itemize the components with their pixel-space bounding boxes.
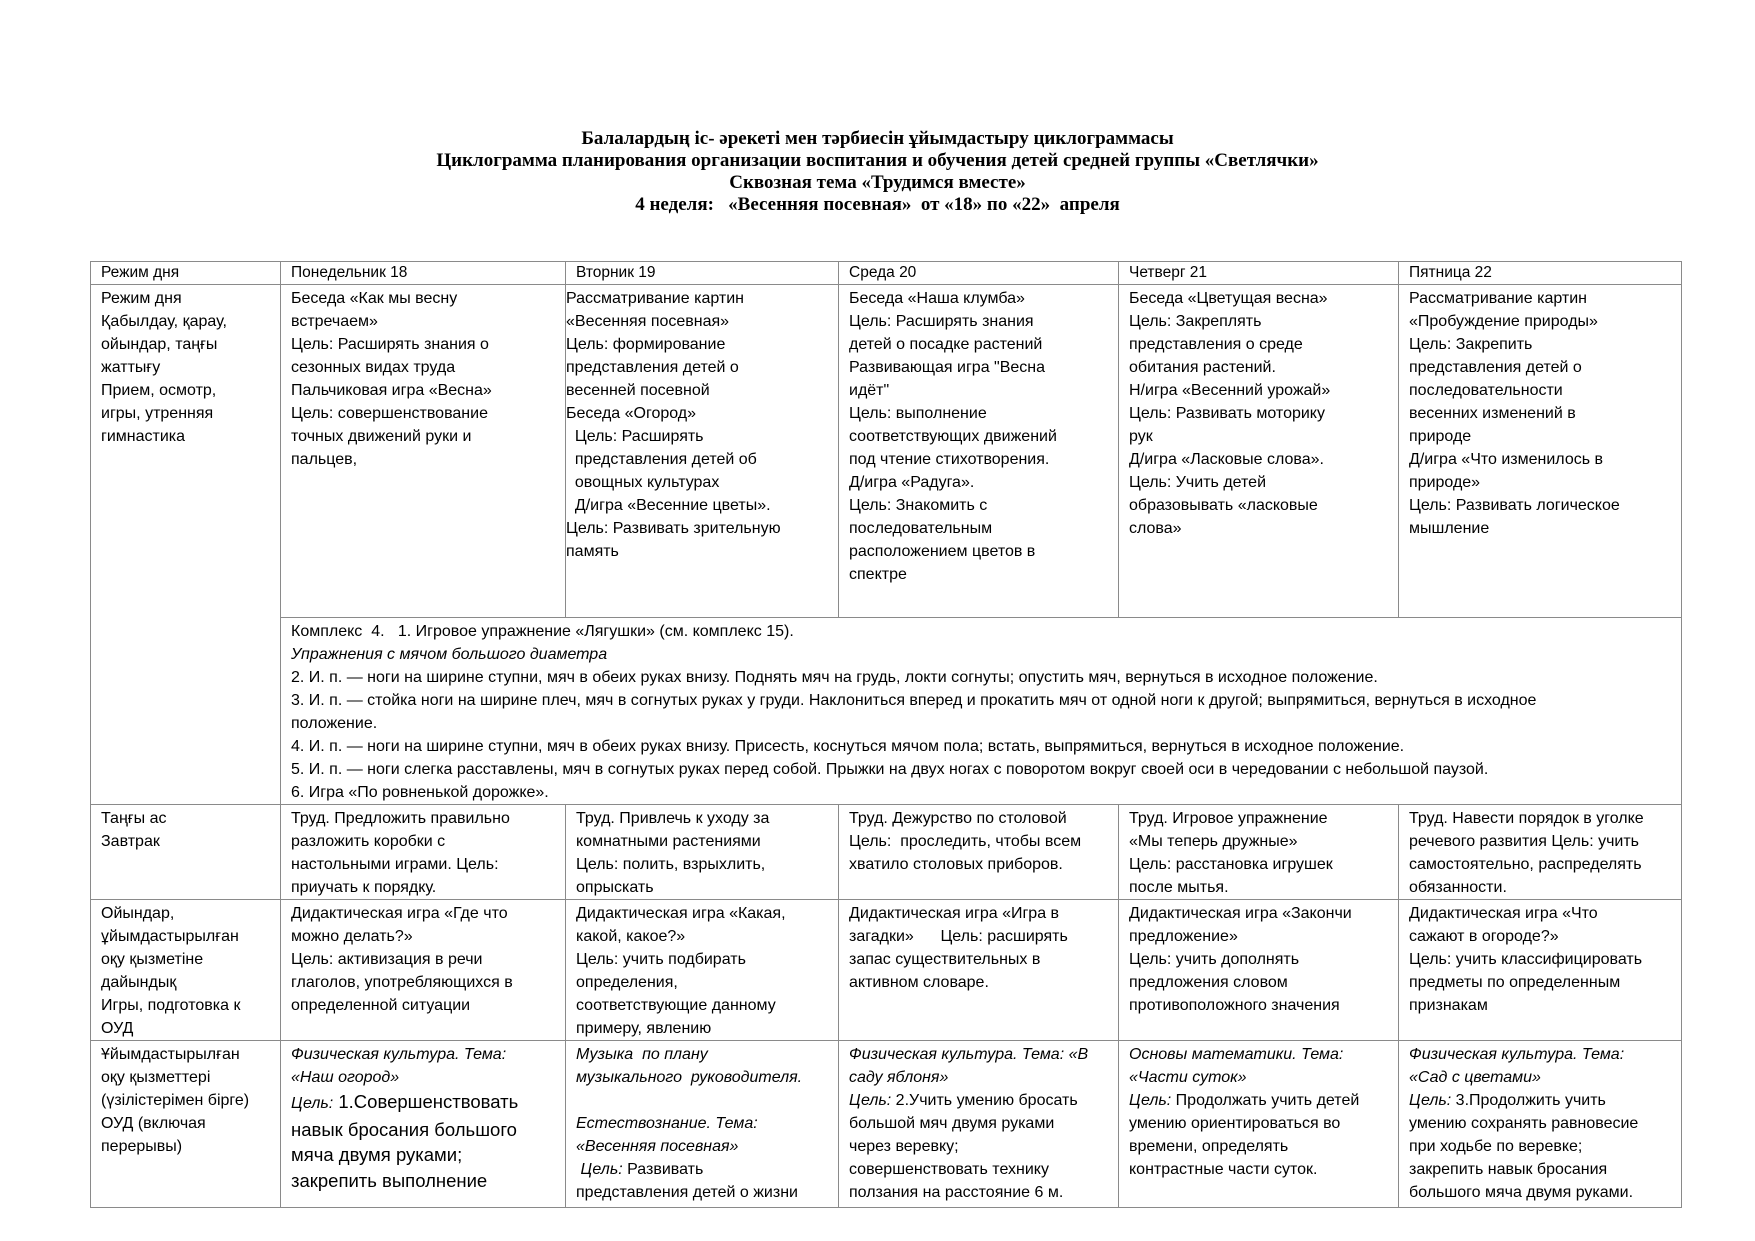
label-line: Таңғы ас bbox=[101, 810, 167, 827]
complex-line: 5. И. п. — ноги слегка расставлены, мяч в согнутых руках перед собой. Прыжки на двух ногах с поворотом вокруг своей оси в чередовании с небольшой паузой. bbox=[291, 761, 1489, 778]
goal-line: представления детей о жизни bbox=[576, 1184, 798, 1201]
goal-prefix: Цель: bbox=[849, 1092, 892, 1109]
music-note: музыкального руководителя. bbox=[576, 1069, 803, 1086]
goal-prefix: Цель: bbox=[576, 1161, 623, 1178]
cell-line: Дидактическая игра «Что bbox=[1409, 905, 1598, 922]
lesson-topic: «Весенняя посевная» bbox=[576, 1138, 739, 1155]
cell-line: мышление bbox=[1409, 520, 1490, 537]
cell-line: определения, bbox=[576, 974, 678, 991]
goal-line: закрепить навык бросания bbox=[1409, 1161, 1608, 1178]
header-cell-mode: Режим дня bbox=[91, 262, 281, 285]
cell-morning-friday bbox=[1399, 285, 1682, 618]
cell-breakfast-thursday bbox=[1119, 805, 1399, 900]
cell-line: Цель: Развивать логическое bbox=[1409, 497, 1620, 514]
cell-line: представления детей о bbox=[566, 359, 739, 376]
cell-oud-tuesday bbox=[566, 1041, 839, 1208]
goal-line: контрастные части суток. bbox=[1129, 1161, 1318, 1178]
cell-morning-tuesday bbox=[566, 285, 839, 618]
goal-line: большого мяча двумя руками. bbox=[1409, 1184, 1634, 1201]
cell-line: Цель: учить классифицировать bbox=[1409, 951, 1643, 968]
cell-line: Дидактическая игра «Закончи bbox=[1129, 905, 1352, 922]
cell-line: Дидактическая игра «Какая, bbox=[576, 905, 786, 922]
lesson-topic: Физическая культура. Тема: bbox=[291, 1046, 507, 1063]
oud-row bbox=[91, 1041, 1682, 1208]
cell-oud-monday bbox=[281, 1041, 566, 1208]
cell-line: Цель: расстановка игрушек bbox=[1129, 856, 1333, 873]
cell-line: Цель: Учить детей bbox=[1129, 474, 1266, 491]
document-title-block bbox=[0, 128, 1755, 216]
goal-line: закрепить выполнение bbox=[291, 1169, 488, 1191]
cell-line: представления детей об bbox=[566, 451, 757, 468]
cell-line: Дидактическая игра «Где что bbox=[291, 905, 508, 922]
label-line: (үзілістерімен бірге) bbox=[101, 1092, 250, 1109]
cell-line: обитания растений. bbox=[1129, 359, 1276, 376]
breakfast-row bbox=[91, 805, 1682, 900]
exercise-complex-cell bbox=[281, 618, 1682, 805]
cell-line: «Весенняя посевная» bbox=[566, 313, 730, 330]
cell-line: встречаем» bbox=[291, 313, 378, 330]
label-line: ұйымдастырылған bbox=[101, 928, 239, 945]
cell-line: речевого развития Цель: учить bbox=[1409, 833, 1640, 850]
lesson-topic: Физическая культура. Тема: bbox=[1409, 1046, 1625, 1063]
cell-oud-wednesday bbox=[839, 1041, 1119, 1208]
cell-line: Цель: Развивать зрительную bbox=[566, 520, 781, 537]
goal-prefix: Цель: bbox=[1409, 1092, 1452, 1109]
goal-line: умению ориентироваться во bbox=[1129, 1115, 1341, 1132]
cell-line: обязанности. bbox=[1409, 879, 1507, 896]
lesson-goal bbox=[576, 1158, 828, 1181]
cell-line: Рассматривание картин bbox=[566, 290, 744, 307]
morning-row bbox=[91, 285, 1682, 618]
cell-line: можно делать?» bbox=[291, 928, 413, 945]
cell-line: память bbox=[566, 543, 619, 560]
cell-line: какой, какое?» bbox=[576, 928, 686, 945]
goal-text: 2.Учить умению бросать bbox=[891, 1092, 1078, 1109]
cell-line: весенних изменений в bbox=[1409, 405, 1576, 422]
lesson-goal bbox=[291, 1089, 555, 1117]
goal-line: ползания на расстояние 6 м. bbox=[849, 1184, 1064, 1201]
cell-line: спектре bbox=[849, 566, 907, 583]
cell-line: последовательным bbox=[849, 520, 993, 537]
cell-line: Рассматривание картин bbox=[1409, 290, 1587, 307]
cell-line: под чтение стихотворения. bbox=[849, 451, 1050, 468]
cell-line: приучать к порядку. bbox=[291, 879, 437, 896]
goal-line: через веревку; bbox=[849, 1138, 959, 1155]
title-kazakh: Балалардың іс- әрекеті мен тәрбиесін ұйымдастыру циклограммасы bbox=[581, 128, 1174, 149]
lesson-topic: Естествознание. Тема: bbox=[576, 1115, 758, 1132]
cell-line: настольными играми. Цель: bbox=[291, 856, 499, 873]
label-line: Ойындар, bbox=[101, 905, 175, 922]
label-line: Завтрак bbox=[101, 833, 160, 850]
label-line: гимнастика bbox=[101, 428, 186, 445]
cell-line: Пальчиковая игра «Весна» bbox=[291, 382, 492, 399]
cell-line: расположением цветов в bbox=[849, 543, 1036, 560]
label-line: Прием, осмотр, bbox=[101, 382, 217, 399]
cell-line: разложить коробки с bbox=[291, 833, 446, 850]
cell-games-wednesday bbox=[839, 900, 1119, 1041]
cell-line: Дидактическая игра «Игра в bbox=[849, 905, 1060, 922]
cell-breakfast-wednesday bbox=[839, 805, 1119, 900]
label-line: оқу қызметтері bbox=[101, 1069, 211, 1086]
cell-line: комнатными растениями bbox=[576, 833, 761, 850]
title-theme: Сквозная тема «Трудимся вместе» bbox=[729, 172, 1026, 193]
cell-line: слова» bbox=[1129, 520, 1182, 537]
cell-line: Д/игра «Ласковые слова». bbox=[1129, 451, 1324, 468]
cell-line: «Пробуждение природы» bbox=[1409, 313, 1598, 330]
cell-line: Цель: Развивать моторику bbox=[1129, 405, 1325, 422]
label-line: Игры, подготовка к bbox=[101, 997, 241, 1014]
cell-line: Д/игра «Радуга». bbox=[849, 474, 975, 491]
goal-line: совершенствовать технику bbox=[849, 1161, 1049, 1178]
complex-line: Комплекс 4. 1. Игровое упражнение «Лягушки» (см. комплекс 15). bbox=[291, 623, 794, 640]
cell-line: Д/игра «Что изменилось в bbox=[1409, 451, 1603, 468]
cell-line: самостоятельно, распределять bbox=[1409, 856, 1642, 873]
cell-line: Цель: выполнение bbox=[849, 405, 987, 422]
cell-line: Н/игра «Весенний урожай» bbox=[1129, 382, 1331, 399]
cell-line: Цель: учить подбирать bbox=[576, 951, 746, 968]
cell-line: Беседа «Как мы весну bbox=[291, 290, 458, 307]
lesson-goal bbox=[1409, 1089, 1671, 1112]
cell-line: Цель: проследить, чтобы всем bbox=[849, 833, 1082, 850]
cell-line: Цель: Знакомить с bbox=[849, 497, 988, 514]
title-russian: Циклограмма планирования организации воспитания и обучения детей средней группы «Светлячки» bbox=[436, 150, 1319, 171]
cell-oud-thursday bbox=[1119, 1041, 1399, 1208]
header-cell-monday: Понедельник 18 bbox=[281, 262, 566, 285]
cell-line: Д/игра «Весенние цветы». bbox=[566, 497, 771, 514]
label-line: Ұйымдастырылған bbox=[101, 1046, 240, 1063]
cell-line: глаголов, употребляющихся в bbox=[291, 974, 513, 991]
goal-line: при ходьбе по веревке; bbox=[1409, 1138, 1583, 1155]
header-cell-thursday: Четверг 21 bbox=[1119, 262, 1399, 285]
cell-line: Труд. Дежурство по столовой bbox=[849, 810, 1067, 827]
header-cell-friday: Пятница 22 bbox=[1399, 262, 1682, 285]
label-line: дайындық bbox=[101, 974, 177, 991]
cell-line: Труд. Предложить правильно bbox=[291, 810, 510, 827]
cell-line: Цель: совершенствование bbox=[291, 405, 488, 422]
games-row bbox=[91, 900, 1682, 1041]
lesson-topic: Основы математики. Тема: bbox=[1129, 1046, 1344, 1063]
cell-line: Цель: полить, взрыхлить, bbox=[576, 856, 766, 873]
lesson-topic: «Части суток» bbox=[1129, 1069, 1247, 1086]
lesson-topic: «Наш огород» bbox=[291, 1069, 400, 1086]
label-line: ОУД bbox=[101, 1020, 134, 1037]
cell-line: Цель: Расширять bbox=[566, 428, 704, 445]
cell-line: загадки» Цель: расширять bbox=[849, 928, 1068, 945]
label-line: перерывы) bbox=[101, 1138, 183, 1155]
label-line: Қабылдау, қарау, bbox=[101, 313, 227, 330]
cell-line: Труд. Привлечь к уходу за bbox=[576, 810, 770, 827]
cell-oud-friday bbox=[1399, 1041, 1682, 1208]
goal-prefix: Цель: bbox=[291, 1095, 334, 1112]
label-line: оқу қызметіне bbox=[101, 951, 204, 968]
goal-line: умению сохранять равновесие bbox=[1409, 1115, 1639, 1132]
cell-line: Беседа «Огород» bbox=[566, 405, 697, 422]
cell-line: идёт" bbox=[849, 382, 890, 399]
cell-line: природе bbox=[1409, 428, 1472, 445]
row-label-games bbox=[91, 900, 281, 1041]
cell-line: детей о посадке растений bbox=[849, 336, 1043, 353]
goal-text: Продолжать учить детей bbox=[1171, 1092, 1360, 1109]
cell-line: овощных культурах bbox=[566, 474, 720, 491]
cyclogram-table bbox=[90, 261, 1682, 1208]
cell-line: запас существительных в bbox=[849, 951, 1041, 968]
cell-line: точных движений руки и bbox=[291, 428, 472, 445]
lesson-goal bbox=[1129, 1089, 1388, 1112]
label-line: Режим дня bbox=[101, 290, 182, 307]
cell-games-tuesday bbox=[566, 900, 839, 1041]
cell-line: Цель: Закрепить bbox=[1409, 336, 1533, 353]
cell-line: образовывать «ласковые bbox=[1129, 497, 1318, 514]
cell-games-monday bbox=[281, 900, 566, 1041]
cell-line: противоположного значения bbox=[1129, 997, 1340, 1014]
cell-line: Развивающая игра "Весна bbox=[849, 359, 1046, 376]
cell-line: последовательности bbox=[1409, 382, 1563, 399]
complex-line: положение. bbox=[291, 715, 378, 732]
cell-line: «Мы теперь дружные» bbox=[1129, 833, 1298, 850]
cell-line: соответствующие данному bbox=[576, 997, 776, 1014]
label-line: жаттығу bbox=[101, 359, 161, 376]
cell-line: сажают в огороде?» bbox=[1409, 928, 1559, 945]
cell-morning-wednesday bbox=[839, 285, 1119, 618]
cell-line: Цель: Расширять знания о bbox=[291, 336, 489, 353]
cell-line: признакам bbox=[1409, 997, 1488, 1014]
complex-line: 2. И. п. — ноги на ширине ступни, мяч в обеих руках внизу. Поднять мяч на грудь, локти согнуты; опустить мяч, вернуться в исходное положение. bbox=[291, 669, 1378, 686]
cell-line: представления о среде bbox=[1129, 336, 1303, 353]
cell-line: пальцев, bbox=[291, 451, 358, 468]
row-label-oud bbox=[91, 1041, 281, 1208]
lesson-topic: саду яблоня» bbox=[849, 1069, 949, 1086]
cell-line: предметы по определенным bbox=[1409, 974, 1621, 991]
goal-line: большой мяч двумя руками bbox=[849, 1115, 1055, 1132]
complex-line: 4. И. п. — ноги на ширине ступни, мяч в обеих руках внизу. Присесть, коснуться мячом пола; встать, выпрямиться, вернуться в исходное положение. bbox=[291, 738, 1405, 755]
cell-morning-thursday bbox=[1119, 285, 1399, 618]
complex-subtitle: Упражнения с мячом большого диаметра bbox=[291, 646, 608, 663]
cell-line: Беседа «Наша клумба» bbox=[849, 290, 1025, 307]
cell-line: Цель: формирование bbox=[566, 336, 726, 353]
goal-prefix: Цель: bbox=[1129, 1092, 1172, 1109]
label-line: игры, утренняя bbox=[101, 405, 214, 422]
cell-games-thursday bbox=[1119, 900, 1399, 1041]
goal-text: Развивать bbox=[622, 1161, 704, 1178]
cell-line: предложение» bbox=[1129, 928, 1238, 945]
label-line: ойындар, таңғы bbox=[101, 336, 218, 353]
cell-line: Цель: активизация в речи bbox=[291, 951, 483, 968]
complex-line: 3. И. п. — стойка ноги на ширине плеч, мяч в согнутых руках у груди. Наклониться вперед и прокатить мяч от одной ноги к другой; выпрямиться, вернуться в исходное bbox=[291, 692, 1537, 709]
cell-games-friday bbox=[1399, 900, 1682, 1041]
title-week: 4 неделя: «Весенняя посевная» от «18» по «22» апреля bbox=[635, 194, 1120, 215]
cell-line: Цель: Расширять знания bbox=[849, 313, 1034, 330]
goal-line: навык бросания большого bbox=[291, 1118, 517, 1140]
cell-breakfast-tuesday bbox=[566, 805, 839, 900]
cell-line: Цель: Закреплять bbox=[1129, 313, 1262, 330]
cell-line: примеру, явлению bbox=[576, 1020, 712, 1037]
cell-line: представления детей о bbox=[1409, 359, 1582, 376]
row-label-morning bbox=[91, 285, 281, 805]
cell-line: предложения словом bbox=[1129, 974, 1288, 991]
complex-row bbox=[91, 618, 1682, 805]
row-label-breakfast bbox=[91, 805, 281, 900]
goal-text: 3.Продолжить учить bbox=[1451, 1092, 1606, 1109]
cell-line: определенной ситуации bbox=[291, 997, 471, 1014]
complex-line: 6. Игра «По ровненькой дорожке». bbox=[291, 784, 549, 801]
cell-line: природе» bbox=[1409, 474, 1481, 491]
goal-text: 1.Совершенствовать bbox=[333, 1091, 519, 1112]
goal-line: мяча двумя руками; bbox=[291, 1144, 463, 1165]
header-row bbox=[91, 262, 1682, 285]
goal-line: времени, определять bbox=[1129, 1138, 1289, 1155]
cell-morning-monday bbox=[281, 285, 566, 618]
cell-line: активном словаре. bbox=[849, 974, 989, 991]
cell-line: Труд. Игровое упражнение bbox=[1129, 810, 1328, 827]
lesson-topic: «Сад с цветами» bbox=[1409, 1069, 1541, 1086]
header-cell-wednesday: Среда 20 bbox=[839, 262, 1119, 285]
cell-line: сезонных видах труда bbox=[291, 359, 456, 376]
cell-line: Беседа «Цветущая весна» bbox=[1129, 290, 1328, 307]
label-line: ОУД (включая bbox=[101, 1115, 206, 1132]
cell-breakfast-friday bbox=[1399, 805, 1682, 900]
lesson-topic: Физическая культура. Тема: «В bbox=[849, 1046, 1089, 1063]
lesson-goal bbox=[849, 1089, 1108, 1112]
cell-line: опрыскать bbox=[576, 879, 654, 896]
cell-line: весенней посевной bbox=[566, 382, 710, 399]
cell-line: после мытья. bbox=[1129, 879, 1229, 896]
header-cell-tuesday: Вторник 19 bbox=[566, 262, 839, 285]
cell-line: соответствующих движений bbox=[849, 428, 1057, 445]
cell-breakfast-monday bbox=[281, 805, 566, 900]
music-note: Музыка по плану bbox=[576, 1046, 708, 1063]
cell-line: Цель: учить дополнять bbox=[1129, 951, 1300, 968]
cell-line: Труд. Навести порядок в уголке bbox=[1409, 810, 1644, 827]
cell-line: хватило столовых приборов. bbox=[849, 856, 1063, 873]
cell-line: рук bbox=[1129, 428, 1153, 445]
